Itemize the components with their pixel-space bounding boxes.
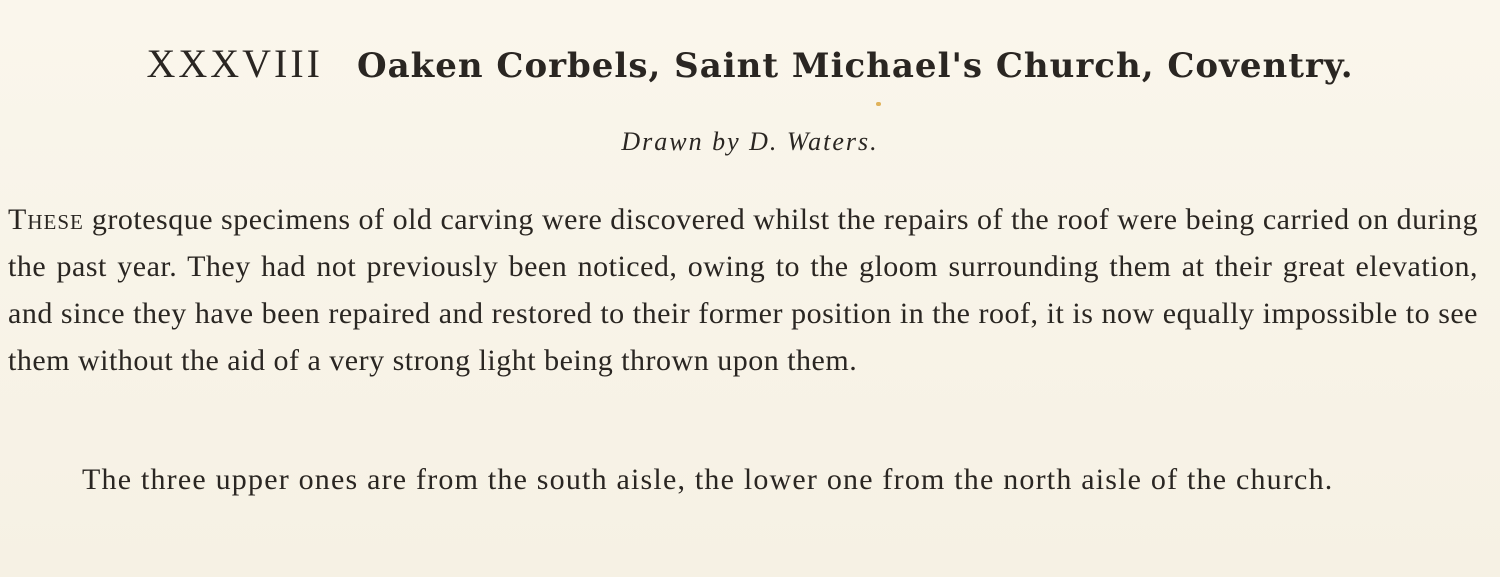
paragraph-first bbox=[8, 196, 1478, 384]
plate-title: Oaken Corbels, Saint Michael's Church, Coventry. bbox=[356, 46, 1354, 86]
paragraph-first-text: grotesque specimens of old carving were discovered whilst the repairs of the roof were being carried on during the past year. They had not previously been noticed, owing to the gloom surrounding them at their great elevation, and since they have been repaired and restored to their former position in the roof, it is now equally impossible to see them without the aid of a very strong light being thrown upon them. bbox=[8, 203, 1478, 377]
plate-numeral: XXXVIII bbox=[146, 41, 323, 86]
paper-fleck bbox=[876, 102, 881, 106]
plate-heading bbox=[0, 36, 1500, 94]
byline: Drawn by D. Waters. bbox=[621, 127, 879, 156]
paragraph-second: The three upper ones are from the south aisle, the lower one from the north aisle of the church. bbox=[82, 463, 1334, 496]
paragraph-lead-word: These bbox=[8, 203, 84, 236]
